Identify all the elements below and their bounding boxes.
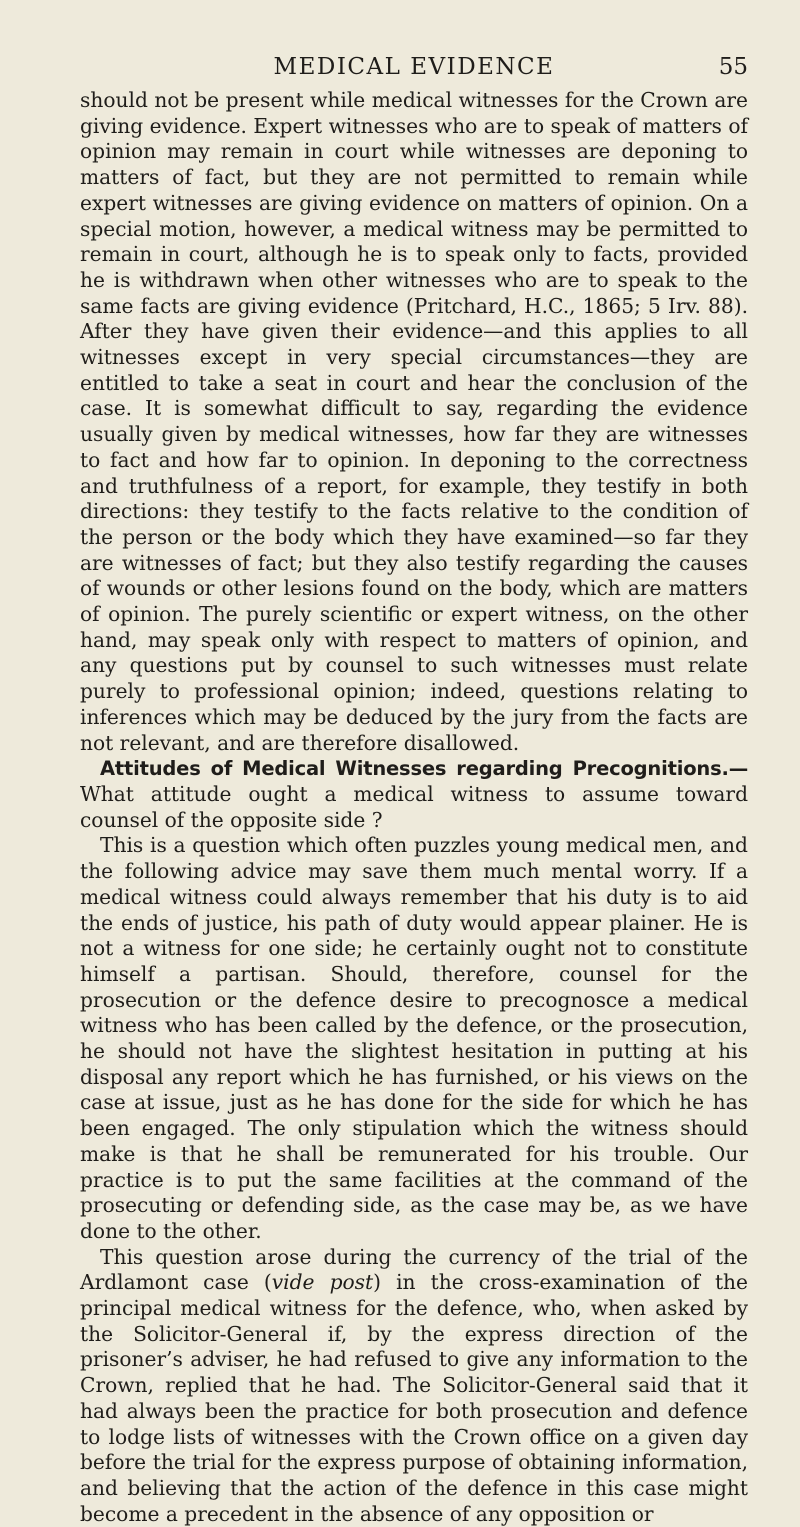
ardlamont-text-b: ) in the cross-examination of the principal medical witness for the defence, who, when asked by the Solicitor-General if, by the express direction of the prisoner’s adviser, he had refused to give any information to the Crown, replied that he had. The Solicitor-General said that it had always been the practice for both prosecution and defence to lodge lists of witnesses with the Crown office on a given day before the trial for the express purpose of obtaining information, and believing that the action of the defence in this case might become a precedent in the absence of any opposition or bbox=[80, 1270, 749, 1526]
sidehead-question: What attitude ought a medical witness to assume toward counsel of the opposite side ? bbox=[80, 781, 748, 832]
body-text bbox=[80, 88, 748, 1527]
running-header bbox=[80, 54, 748, 88]
paragraph-sidehead bbox=[80, 756, 748, 833]
running-title: MEDICAL EVIDENCE bbox=[273, 54, 555, 80]
section-sidehead: Attitudes of Medical Witnesses regarding Precognitions.— bbox=[100, 757, 748, 781]
paragraph-continued: should not be present while medical witnesses for the Crown are giving evidence. Expert witnesses who are to speak of matters of opinion may remain in court while witnesses are deponing to matters of fact, but they are not permitted to remain while expert witnesses are giving evidence on matters of opinion. On a special motion, however, a medical witness may be permitted to remain in court, although he is to speak only to facts, provided he is withdrawn when other witnesses who are to speak to the same facts are giving evidence (Pritchard, H.C., 1865; 5 Irv. 88). After they have given their evidence—and this applies to all witnesses except in very special circumstances—they are entitled to take a seat in court and hear the conclusion of the case. It is somewhat difficult to say, regarding the evidence usually given by medical witnesses, how far they are witnesses to fact and how far to opinion. In deponing to the correctness and truthfulness of a report, for example, they testify in both directions: they testify to the facts relative to the condition of the person or the body which they have examined—so far they are witnesses of fact; but they also testify regarding the causes of wounds or other lesions found on the body, which are matters of opinion. The purely scientific or expert witness, on the other hand, may speak only with respect to matters of opinion, and any questions put by counsel to such witnesses must relate purely to professional opinion; indeed, questions relating to inferences which may be deduced by the jury from the facts are not relevant, and are therefore disallowed. bbox=[80, 88, 748, 755]
paragraph-ardlamont bbox=[80, 1245, 748, 1527]
ardlamont-italic: vide post bbox=[271, 1270, 374, 1295]
paragraph-advice: This is a question which often puzzles young medical men, and the following advice may save them much mental worry. If a medical witness could always remember that his duty is to aid the ends of justice, his path of duty would appear plainer. He is not a witness for one side; he certainly ought not to constitute himself a partisan. Should, therefore, counsel for the prosecution or the defence desire to precognosce a medical witness who has been called by the defence, or the prosecution, he should not have the slightest hesitation in putting at his disposal any report which he has furnished, or his views on the case at issue, just as he has done for the side for which he has been engaged. The only stipulation which the witness should make is that he shall be remunerated for his trouble. Our practice is to put the same facilities at the command of the prosecuting or defending side, as the case may be, as we have done to the other. bbox=[80, 833, 748, 1243]
ardlamont-text-a: This question arose during the currency of the trial of the Ardlamont case ( bbox=[80, 1244, 748, 1295]
page-number: 55 bbox=[718, 54, 748, 80]
